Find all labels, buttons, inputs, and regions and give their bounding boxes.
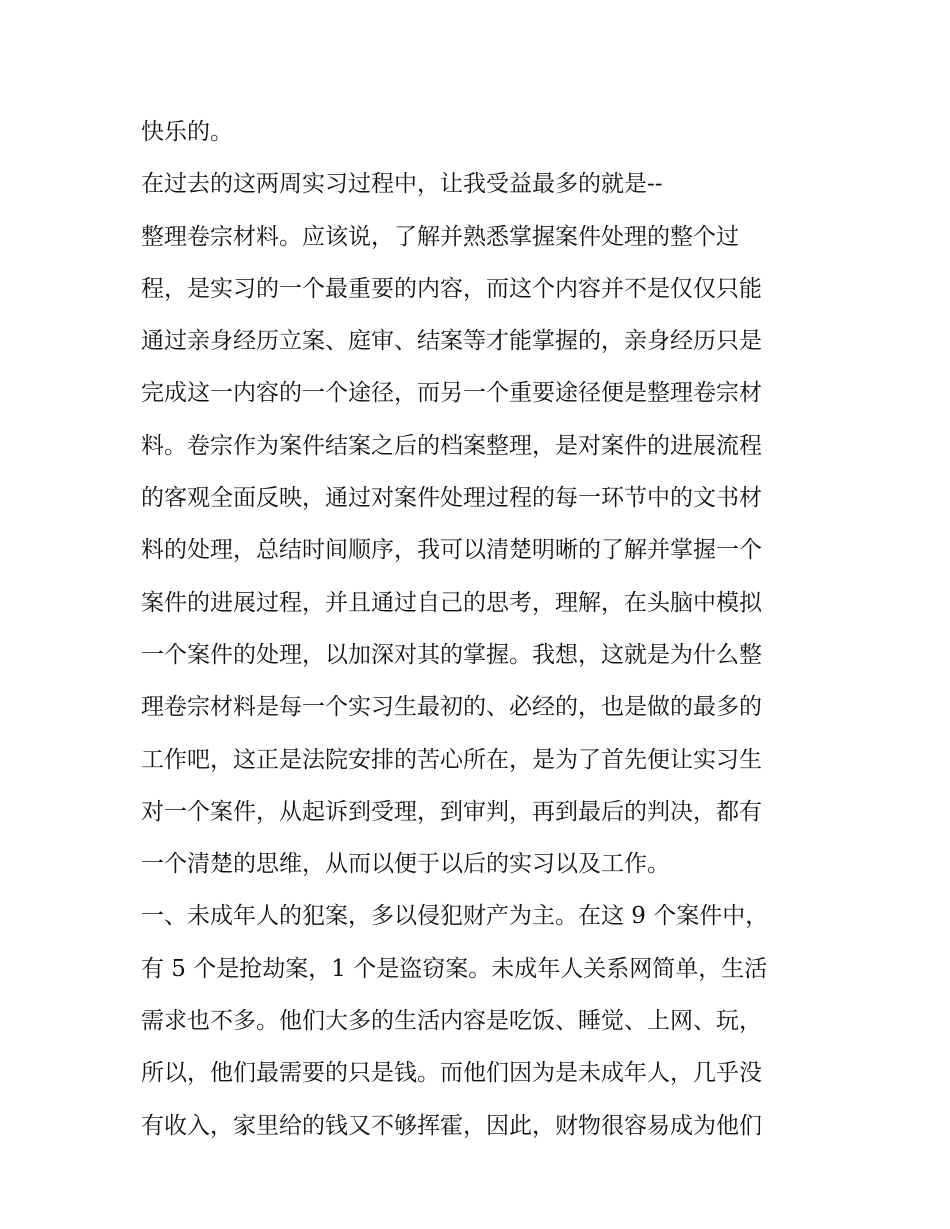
text-line: 对一个案件，从起诉到受理，到审判，再到最后的判决，都有 xyxy=(141,798,762,825)
text-line: 有收入，家里给的钱又不够挥霍，因此，财物很容易成为他们 xyxy=(141,1112,762,1139)
text-line: 一、未成年人的犯案，多以侵犯财产为主。在这 9 个案件中， xyxy=(141,903,769,930)
text-line: 需求也不多。他们大多的生活内容是吃饭、睡觉、上网、玩， xyxy=(141,1008,762,1035)
text-line: 有 5 个是抢劫案，1 个是盗窃案。未成年人关系网简单，生活 xyxy=(141,955,768,982)
text-line: 整理卷宗材料。应该说，了解并熟悉掌握案件处理的整个过 xyxy=(141,223,739,250)
body-text xyxy=(141,106,821,1152)
text-line: 工作吧，这正是法院安排的苦心所在，是为了首先便让实习生 xyxy=(141,746,762,773)
text-line: 料。卷宗作为案件结案之后的档案整理，是对案件的进展流程 xyxy=(141,432,762,459)
text-line: 料的处理，总结时间顺序，我可以清楚明晰的了解并掌握一个 xyxy=(141,537,762,564)
text-line: 所以，他们最需要的只是钱。而他们因为是未成年人，几乎没 xyxy=(141,1060,762,1087)
text-line: 通过亲身经历立案、庭审、结案等才能掌握的，亲身经历只是 xyxy=(141,328,762,355)
text-line: 程，是实习的一个最重要的内容，而这个内容并不是仅仅只能 xyxy=(141,275,762,302)
text-line: 一个清楚的思维，从而以便于以后的实习以及工作。 xyxy=(141,851,670,878)
text-line: 案件的进展过程，并且通过自己的思考，理解，在头脑中模拟 xyxy=(141,589,762,616)
text-line: 的客观全面反映，通过对案件处理过程的每一环节中的文书材 xyxy=(141,485,762,512)
text-line: 快乐的。 xyxy=(141,119,233,145)
text-line: 理卷宗材料是每一个实习生最初的、必经的，也是做的最多的 xyxy=(141,694,762,721)
text-line: 完成这一内容的一个途径，而另一个重要途径便是整理卷宗材 xyxy=(141,380,762,407)
text-line: 在过去的这两周实习过程中，让我受益最多的就是-- xyxy=(141,171,663,198)
text-line: 一个案件的处理，以加深对其的掌握。我想，这就是为什么整 xyxy=(141,641,762,668)
